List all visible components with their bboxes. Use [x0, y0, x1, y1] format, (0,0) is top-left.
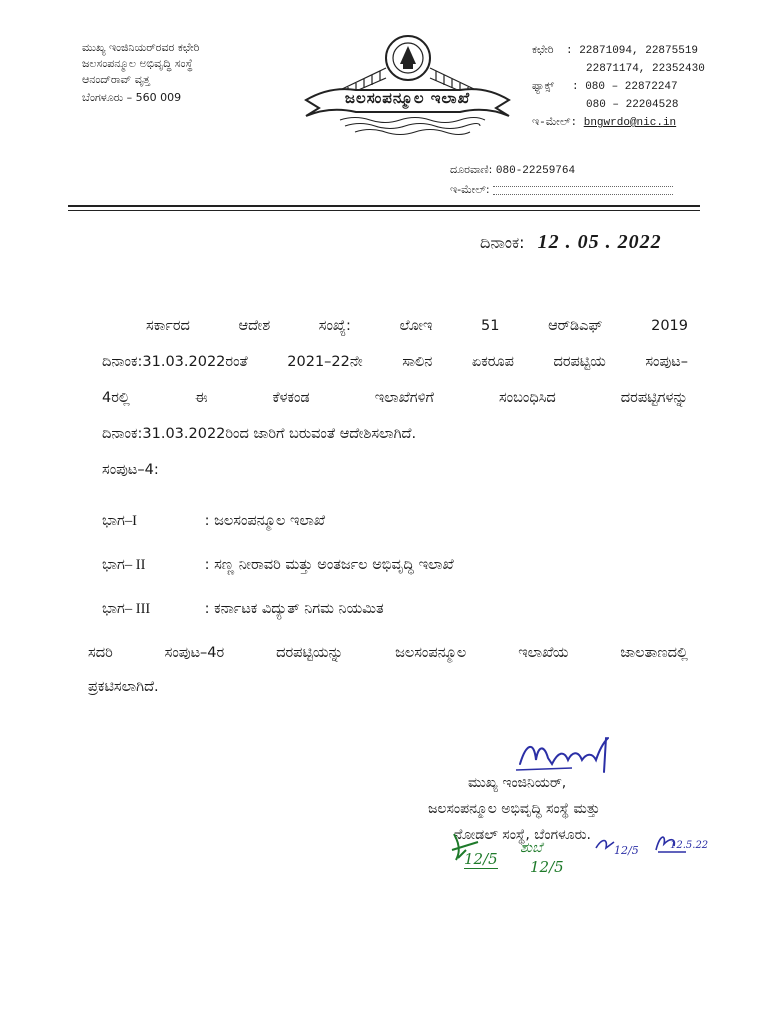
- annotation-date: 12.5.22: [670, 840, 709, 851]
- date-line: [480, 231, 710, 254]
- part-label: ಭಾಗ–I: [102, 513, 137, 529]
- closing-paragraph: [88, 636, 688, 704]
- office-address: [82, 40, 282, 106]
- paragraph-line: 4ರಲ್ಲಿ ಈ ಕೆಳಕಂಡ ಇಲಾಖೆಗಳಿಗೆ ಸಂಬಂಧಿಸಿದ ದರಪಟ್ಟಿಗಳನ್ನು: [102, 390, 688, 406]
- address-line: ಜಲಸಂಪನ್ಮೂಲ ಅಭಿವೃದ್ಧಿ ಸಂಸ್ಥೆ: [82, 57, 193, 70]
- fax-number-2: 080 – 22204528: [586, 99, 679, 111]
- address-line: ಮುಖ್ಯ ಇಂಜಿನಿಯರ್‌ರವರ ಕಛೇರಿ: [82, 41, 200, 54]
- header-rule-thin: [68, 210, 700, 211]
- office-numbers-1: 22871094, 22875519: [579, 45, 699, 57]
- email-address[interactable]: bngwrdo@nic.in: [583, 117, 677, 129]
- emblem-banner-text: ಜಲಸಂಪನ್ಮೂಲ ಇಲಾಖೆ: [344, 89, 471, 107]
- part-item: [102, 508, 702, 552]
- part-item: [102, 596, 702, 640]
- address-line: ಬೆಂಗಳೂರು – 560 009: [82, 91, 182, 104]
- date-label: ದಿನಾಂಕ:: [480, 233, 525, 252]
- phone-label: ದೂರವಾಣಿ:: [450, 163, 493, 176]
- secondary-contact: [450, 162, 700, 198]
- header-rule-thick: [68, 205, 700, 207]
- fax-row: ಫ್ಯಾಕ್ಸ್ : 080 – 22872247: [532, 78, 732, 96]
- fax-label: ಫ್ಯಾಕ್ಸ್: [532, 81, 555, 93]
- closing-line: ಪ್ರಕಟಿಸಲಾಗಿದೆ.: [88, 679, 159, 695]
- fax-number-1: 080 – 22872247: [585, 81, 678, 93]
- order-paragraph: [102, 308, 688, 452]
- paragraph-line: ದಿನಾಂಕ:31.03.2022ರಿಂದ ಜಾರಿಗೆ ಬರುವಂತೆ ಆದೇಶಿಸಲಾಗಿದೆ.: [102, 426, 417, 442]
- email-label: ಇ-ಮೇಲ್:: [532, 117, 578, 129]
- part-label: ಭಾಗ– II: [102, 557, 146, 573]
- paragraph-line: ಸರ್ಕಾರದ ಆದೇಶ ಸಂಖ್ಯೆ: ಲೋಇ 51 ಆರ್‌ಡಿಎಫ್ 2019: [146, 318, 688, 334]
- annotation-blue-initial: [592, 832, 642, 862]
- signatory-org: ಜಲಸಂಪನ್ಮೂಲ ಅಭಿವೃದ್ಧಿ ಸಂಸ್ಥೆ ಮತ್ತು: [428, 801, 600, 817]
- annotation-blue-second: [652, 830, 732, 862]
- signatory-title: ಮುಖ್ಯ ಇಂಜಿನಿಯರ್,: [468, 775, 567, 791]
- department-emblem: [300, 20, 515, 138]
- part-text: : ಸಣ್ಣ ನೀರಾವರಿ ಮತ್ತು ಅಂತರ್ಜಲ ಅಭಿವೃದ್ಧಿ ಇಲಾಖೆ: [204, 557, 454, 573]
- part-text: : ಜಲಸಂಪನ್ಮೂಲ ಇಲಾಖೆ: [204, 513, 326, 529]
- office-phone-row: ಕಛೇರಿ : 22871094, 22875519: [532, 42, 732, 60]
- contact-block: [532, 42, 732, 132]
- volume-heading: ಸಂಪುಟ–4:: [102, 462, 159, 478]
- part-text: : ಕರ್ನಾಟಕ ವಿದ್ಯುತ್ ನಿಗಮ ನಿಯಮಿತ: [204, 601, 384, 617]
- email2-label: ಇ-ಮೇಲ್:: [450, 183, 490, 196]
- phone-number: 080-22259764: [495, 165, 576, 177]
- emblem-icon: [300, 20, 515, 138]
- part-item: [102, 552, 702, 596]
- address-line: ಆನಂದ್‌ರಾವ್ ವೃತ್ತ: [82, 73, 150, 86]
- illegible-email-smudge: [493, 186, 673, 195]
- closing-line: ಸದರಿ ಸಂಪುಟ–4ರ ದರಪಟ್ಟಿಯನ್ನು ಜಲಸಂಪನ್ಮೂಲ ಇಲಾಖೆಯ ಜಾಲತಾಣದಲ್ಲಿ: [88, 645, 688, 661]
- annotation-date: 12/5: [464, 850, 498, 868]
- parts-list: [102, 508, 702, 640]
- annotation-green-word: ಶುಬೆ: [520, 840, 543, 856]
- email-row: [532, 114, 732, 132]
- office-label: ಕಛೇರಿ: [532, 45, 554, 57]
- annotation-green-date: 12/5: [530, 858, 564, 876]
- part-label: ಭಾಗ– III: [102, 601, 151, 617]
- office-numbers-2: 22871174, 22352430: [586, 63, 705, 75]
- annotation-date: 12/5: [614, 844, 639, 857]
- paragraph-line: ದಿನಾಂಕ:31.03.2022ರಂತೆ 2021–22ನೇ ಸಾಲಿನ ಏಕರೂಪ ದರಪಟ್ಟಿಯ ಸಂಪುಟ–: [102, 354, 688, 370]
- signatory-nodal: ನೋಡಲ್ ಸಂಸ್ಥೆ, ಬೆಂಗಳೂರು.: [454, 827, 591, 843]
- annotation-green-initial: [448, 828, 508, 882]
- date-value: 12 . 05 . 2022: [537, 231, 662, 253]
